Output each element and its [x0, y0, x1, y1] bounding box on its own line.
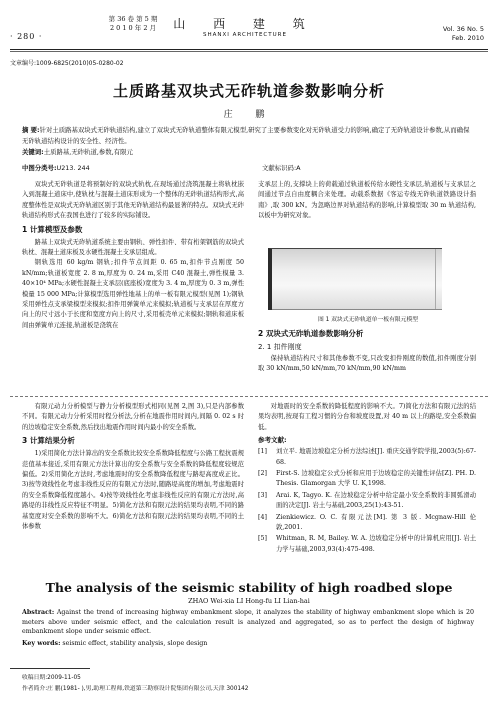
reference-item	[258, 513, 476, 534]
reference-number: [1]	[258, 448, 267, 456]
reference-item	[258, 469, 476, 490]
section-3-heading: 3 计算结果分析	[22, 436, 75, 446]
cls-number: 中图分类号:U213. 244	[22, 164, 90, 172]
reference-text: Arai. K, Tagyo. K. 在边坡稳定分析中给定最小安全系数的非圆弧滑动面的决定[J]. 岩土与基础,2003,25(1):43-51.	[276, 491, 476, 510]
english-abstract: Abstract: Against the trend of increasing highway embankment slope, it analyzes the stability of highway embankment slope which is 20 meters above under seismic effect, and the calculation result is analyzed and aggregated, so as to perfect the design of highway embankment slope under seismic effect.	[22, 609, 474, 636]
paragraph: 支承层上的,支撑块上的荷载通过轨道板传给水硬性支承层,轨道板与支承层之间通过节点自由度耦合来处理。动载系数据《客运专线无砟轨道铁路设计指南》,取 300 kN。为忽略边界对轨道结构的影响,计算模型取 30 m 轨道结构,以板中为研究对象。	[258, 181, 476, 220]
upper-right-column-lower	[258, 326, 476, 375]
paragraph: 对地震时的安全系数的降低程度的影响不大。7)简化方法和有限元法的结果均表明,按现有工程习惯的分台和坡度设置,对 40 m 以上的路堤,安全系数偏低。	[258, 403, 476, 431]
reference-text: 刘立平. 地震边坡稳定分析方法综述[J]. 重庆交通学院学报,2003(5):67-68.	[276, 448, 476, 466]
footnote-rule	[10, 668, 90, 669]
figure-caption: 图 1 双块式无砟轨道单一板有限元模型	[317, 317, 419, 323]
reference-number: [4]	[258, 513, 267, 521]
lower-left-column	[22, 402, 244, 532]
reference-text: Whitman, R. M, Bailey. W. A. 边坡稳定分析中的计算机应用[J]. 岩土力学与基础,2003,93(4):475-498.	[276, 535, 476, 553]
paragraph: 有限元动力分析模型与静力分析模型形式相同(见图 2,图 3),只是内部参数不同。有限元动力分析采用时程分析法,分析在地震作用时间内,间隔 0. 02 s 时的边坡稳定安全系数,然后找出地震作用时间内最小的安全系数。	[22, 403, 244, 431]
upper-right-column	[258, 180, 476, 222]
reference-number: [5]	[258, 535, 267, 543]
paper-author: 庄 鹏	[223, 110, 275, 120]
received-date: 收稿日期:2009-11-05	[22, 675, 81, 681]
english-authors: ZHAO Wei-xia LI Hong-fu LI Lian-hai	[188, 597, 310, 605]
abstract: 摘 要:针对土质路基双块式无砟轨道结构,建立了双块式无砟轨道整体有限元模型,研究了主要参数变化对无砟轨道受力的影响,确定了无砟轨道设计参数,从而确保无砟轨道结构设计的安全性、经济性。	[22, 126, 470, 145]
references-heading: 参考文献:	[258, 436, 287, 445]
reference-item	[258, 491, 476, 512]
reference-item	[258, 534, 476, 555]
english-keywords: Key words: seismic effect, stability analysis, slope design	[22, 640, 208, 647]
journal-header	[0, 0, 498, 56]
reference-text: Zienkiewicz. O. C. 有限元法[M]. 第 3 版. Mcgnaw-Hill 伦敦,2001.	[276, 513, 476, 532]
paragraph: 保持轨道结构尺寸和其他参数不变,只改变扣件刚度的数值,扣件刚度分别取 30 kN/mm,50 kN/mm,70 kN/mm,90 kN/mm	[258, 355, 476, 373]
reference-item	[258, 447, 476, 468]
classification-line	[22, 163, 474, 172]
intro-paragraph: 双块式无砟轨道是将预制好的双块式轨枕,在现场通过浇筑混凝土将轨枕嵌入到混凝土道床中,使轨枕与混凝土道床形成为一个整体的无砟轨道结构形式,高度整体性是双块式无砟轨道区别于其他无砟轨道结构最显著的特点。双块式无砟轨道结构形式在我国也进行了较多的实际铺设。	[22, 181, 244, 220]
abstract-block	[22, 125, 474, 158]
article-number: 文章编号:1009-6825(2010)05-0280-02	[10, 60, 124, 67]
page-number: · 280 ·	[10, 32, 43, 41]
keywords: 关键词:土质路基,无砟轨道,参数,有限元	[22, 148, 133, 156]
volume-issue-cn: 第 36 卷 第 5 期 2 0 1 0 年 2 月	[108, 15, 158, 32]
paragraph: 路基上双块式无砟轨道系统主要由钢轨、弹性扣件、带有桁架钢筋的双块式轨枕、混凝土道床板及水硬性混凝土支承层组成。	[22, 238, 244, 257]
paragraph: 钢轨选用 60 kg/m 钢轨;扣件节点间距 0. 65 m,扣件节点刚度 50 kN/mm;轨道板宽度 2. 8 m,厚度为 0. 24 m,采用 C40 混凝土,弹性模量 3. 40×10⁴ MPa;水硬性混凝土支承层(底座板)宽度为 3. 4 m,厚度为 0. 3 m,弹性模量 15 000 MPa;计算模型选用弹性地基上的单一板有限元模型(见图 1);钢轨采用弹性点支承梁模型来模拟;扣件用弹簧单元来模拟;轨道板与支承层在厚度方向上的尺寸远小于长度和宽度方向上的尺寸,采用板壳单元来模拟;钢轨和道床板间由弹簧单元连接,轨道板是浇筑在	[22, 259, 244, 329]
article-separator	[10, 396, 488, 397]
doc-code: 文献标识码:A	[262, 164, 301, 172]
author-bio: 作者简介:庄 鹏(1981- ),男,助理工程师,铁道第三勘察设计院集团有限公司,天津 300142	[22, 686, 249, 692]
journal-name: 山 西 建 筑 SHANXI ARCHITECTURE	[173, 17, 317, 38]
english-title: The analysis of the seismic stability of high roadbed slope	[45, 580, 453, 595]
reference-number: [2]	[258, 470, 267, 478]
reference-list	[258, 447, 476, 555]
upper-left-column	[22, 180, 244, 331]
reference-text: First-S. 边坡稳定公式分析和应用于边坡稳定的关键性评估[Z]. PH. D. Thesis. Glamorgan 大学 U. K,1998.	[276, 470, 476, 488]
subsection-2-1-heading: 2. 1 扣件刚度	[258, 343, 302, 351]
finite-element-model-figure	[268, 248, 442, 310]
paragraph: 1)采用简化方法计算出的安全系数比较安全系数降低程度与公路工程抗震规范值基本接近,采用有限元方法计算出的安全系数与安全系数的降低程度较规范偏低。2)采用简化方法时,考虑地震时的安全系数降低程度与路堤高度成正比。3)按等效线性化考虑非线性反应的有限元方法时,随路堤高度的增加,考虑地震时的安全系数降低程度越小。4)按等效线性化考虑非线性反应的有限元方法时,高路堤的非线性反应特征不明显。5)简化方法和有限元法的结果均表明,不同的路基宽度对安全系数的影响不大。6)简化方法和有限元法的结果均表明,不同的土体参数	[22, 450, 244, 531]
lower-right-column	[258, 402, 476, 556]
header-rule-thin	[10, 51, 488, 52]
reference-number: [3]	[258, 491, 267, 499]
paper-title: 土质路基双块式无砟轨道参数影响分析	[112, 82, 385, 100]
section-1-heading: 1 计算模型及参数	[22, 224, 83, 234]
section-2-heading: 2 双块式无砟轨道参数影响分析	[258, 329, 364, 338]
volume-issue-en: Vol. 36 No. 5 Feb. 2010	[442, 25, 484, 42]
header-rule	[10, 49, 488, 50]
